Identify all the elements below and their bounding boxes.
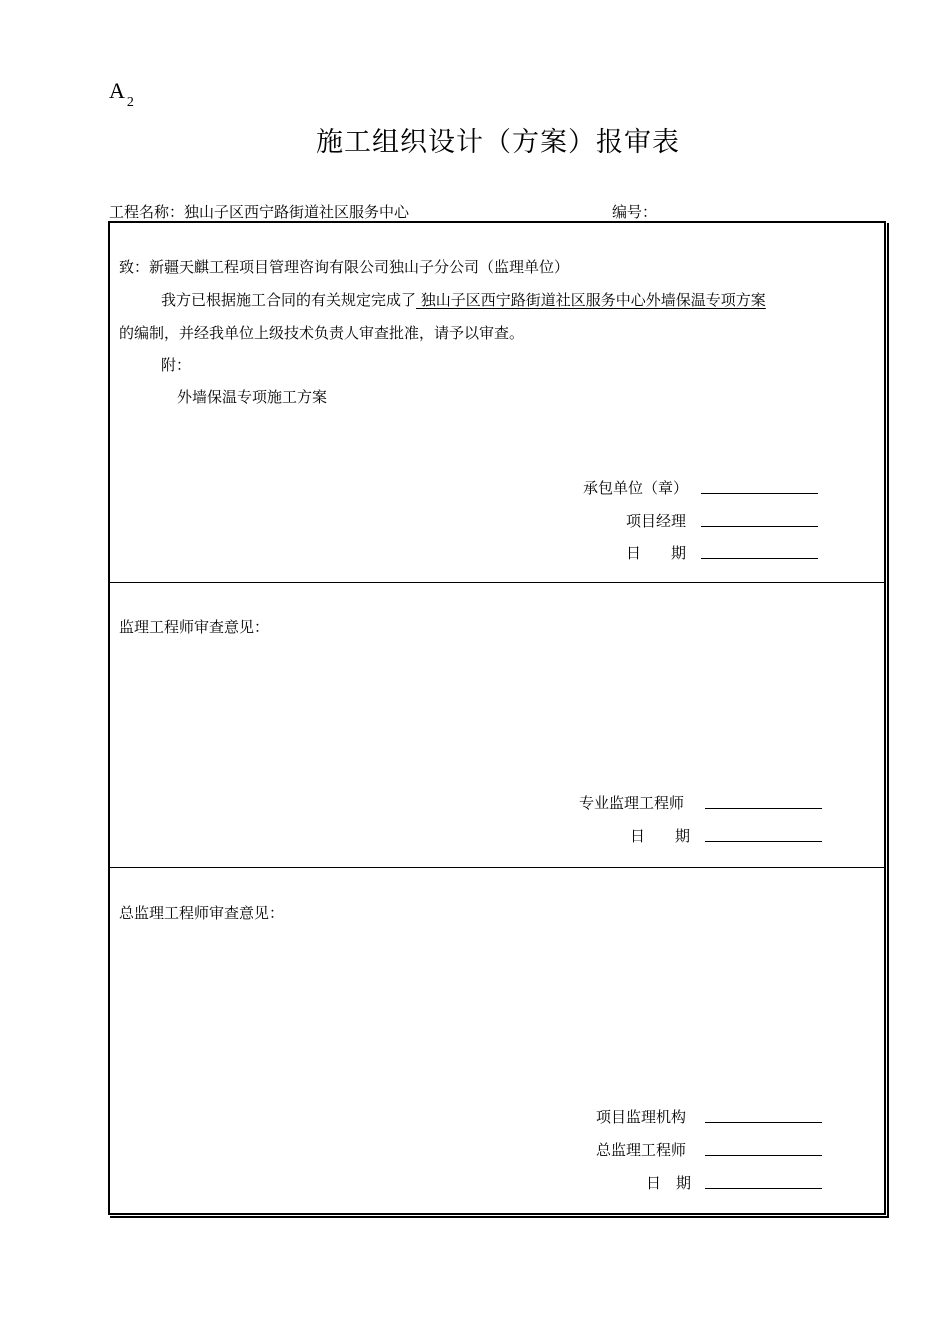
form-number: 编号： xyxy=(612,203,658,221)
chief-engineer-label: 总监理工程师 xyxy=(596,1141,687,1159)
chief-review-heading: 总监理工程师审查意见： xyxy=(119,904,285,922)
addressee-line: 致：新疆天麒工程项目管理咨询有限公司独山子分公司（监理单位） xyxy=(119,258,570,276)
plan-name: 独山子区西宁路街道社区服务中心外墙保温专项方案 xyxy=(416,291,766,309)
form-table xyxy=(108,221,886,1215)
section-divider-2 xyxy=(108,867,886,868)
contractor-date-line xyxy=(701,558,818,559)
project-manager-line xyxy=(701,526,818,527)
submission-text: 我方已根据施工合同的有关规定完成了 独山子区西宁路街道社区服务中心外墙保温专项方案 xyxy=(161,291,766,309)
supervision-org-line xyxy=(705,1122,822,1123)
chief-date-line xyxy=(705,1188,822,1189)
section-divider-1 xyxy=(108,582,886,583)
project-manager-label: 项目经理 xyxy=(626,512,687,530)
engineer-review-heading: 监理工程师审查意见： xyxy=(119,618,270,636)
page-title: 施工组织设计（方案）报审表 xyxy=(316,127,680,158)
submission-text-continued: 的编制，并经我单位上级技术负责人审查批准，请予以审查。 xyxy=(119,324,525,342)
chief-engineer-line xyxy=(705,1155,822,1156)
engineer-date-line xyxy=(705,841,822,842)
contractor-date-label: 日 期 xyxy=(626,544,687,562)
contractor-seal-label: 承包单位（章） xyxy=(583,479,689,497)
form-code: A $_2$ xyxy=(109,78,134,110)
project-name: 工程名称：独山子区西宁路街道社区服务中心 xyxy=(109,203,410,221)
attachment-item: 外墙保温专项施工方案 xyxy=(177,388,328,406)
engineer-date-label: 日 期 xyxy=(630,827,691,845)
contractor-seal-line xyxy=(701,493,818,494)
supervising-engineer-line xyxy=(705,808,822,809)
table-shadow-bottom xyxy=(110,1216,889,1218)
chief-date-label: 日 期 xyxy=(646,1174,692,1192)
supervising-engineer-label: 专业监理工程师 xyxy=(579,794,685,812)
attachment-label: 附： xyxy=(161,356,192,374)
form-code-subscript: 2 xyxy=(126,95,134,110)
supervision-org-label: 项目监理机构 xyxy=(596,1108,687,1126)
table-shadow-right xyxy=(887,223,889,1218)
